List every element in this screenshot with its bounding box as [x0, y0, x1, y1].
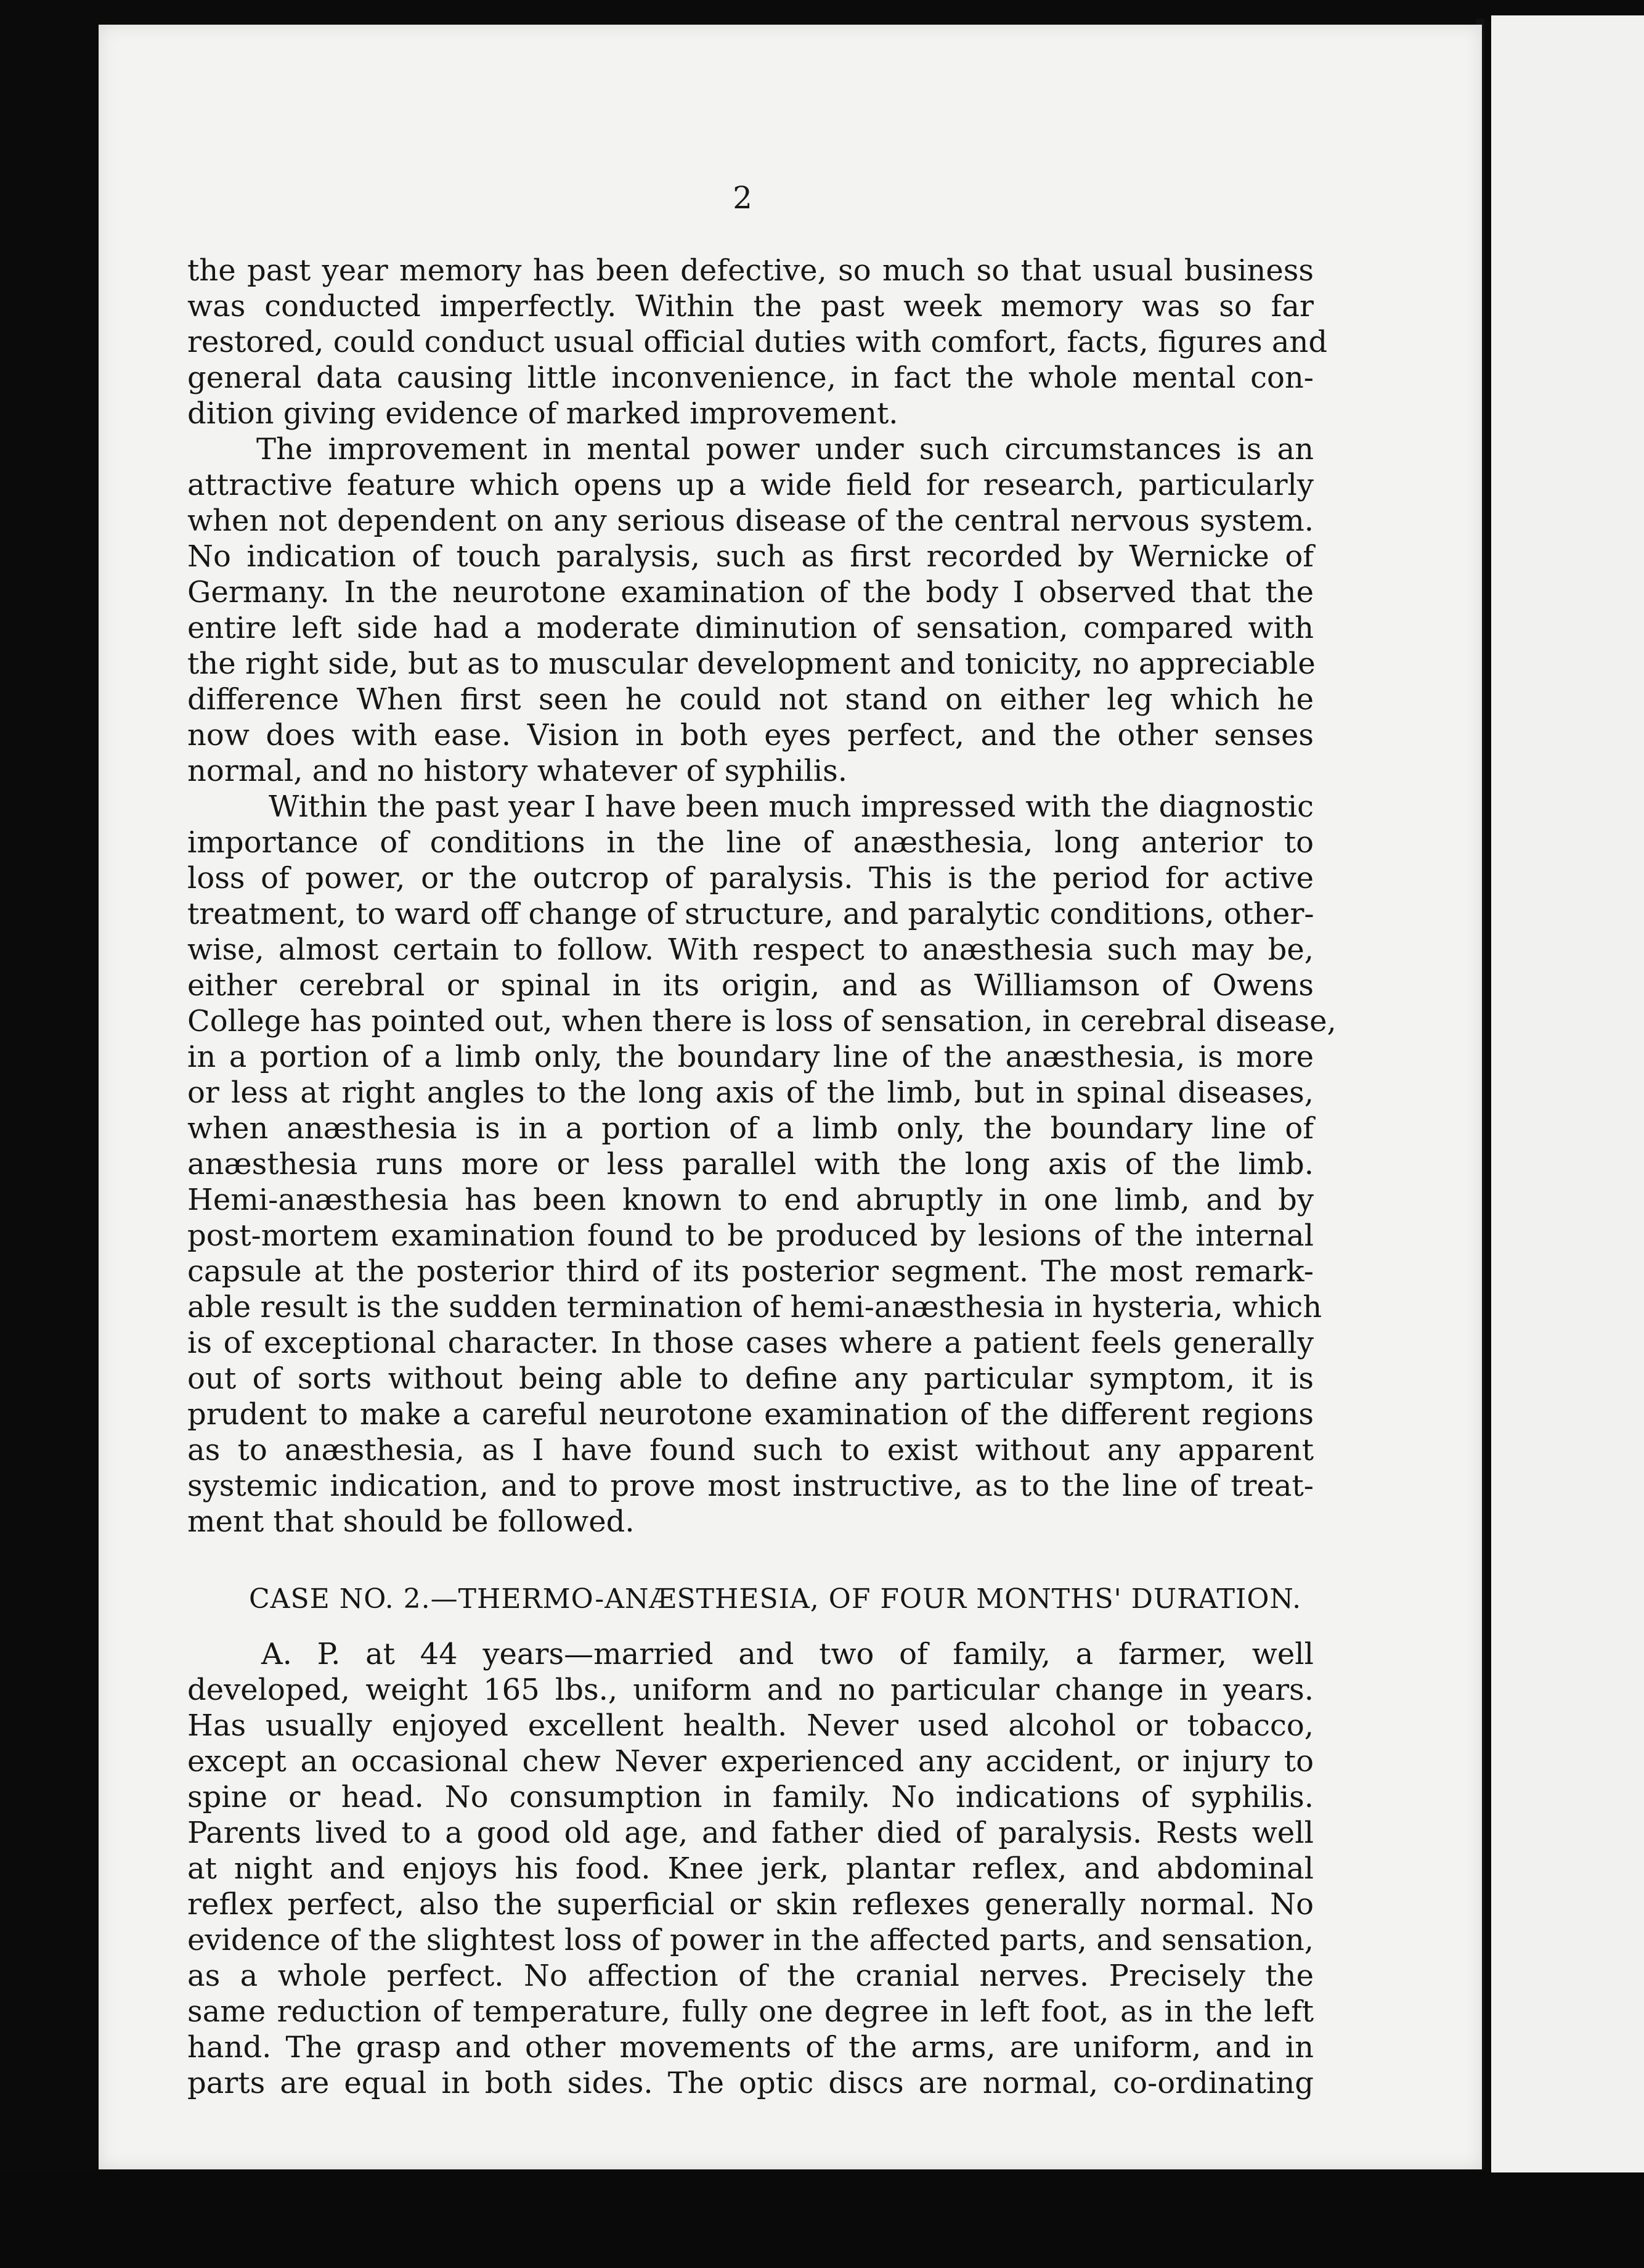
text-line: in a portion of a limb only, the boundary line of the anæsthesia, is more: [187, 1040, 1314, 1074]
text-line: dition giving evidence of marked improvement.: [187, 396, 898, 431]
text-line: capsule at the posterior third of its posterior segment. The most remark-: [187, 1254, 1314, 1289]
text-line: is of exceptional character. In those cases where a patient feels generally: [187, 1326, 1314, 1360]
text-line: restored, could conduct usual official duties with comfort, facts, figures and: [187, 325, 1328, 359]
text-line: or less at right angles to the long axis of the limb, but in spinal diseases,: [187, 1075, 1314, 1110]
text-line: as to anæsthesia, as I have found such to exist without any apparent: [187, 1433, 1314, 1467]
text-line: either cerebral or spinal in its origin, and as Williamson of Owens: [187, 968, 1314, 1003]
text-line: systemic indication, and to prove most instructive, as to the line of treat-: [187, 1469, 1314, 1503]
page-number: 2: [733, 180, 752, 216]
text-line: at night and enjoys his food. Knee jerk, plantar reflex, and abdominal: [187, 1851, 1314, 1886]
case-heading: CASE NO. 2.—THERMO-ANÆSTHESIA, OF FOUR MONTHS' DURATION.: [249, 1583, 1302, 1615]
text-line: able result is the sudden termination of hemi-anæsthesia in hysteria, which: [187, 1290, 1322, 1324]
text-line: normal, and no history whatever of syphilis.: [187, 754, 848, 788]
text-line: entire left side had a moderate diminution of sensation, compared with: [187, 611, 1314, 645]
text-line: was conducted imperfectly. Within the past week memory was so far: [187, 289, 1314, 324]
text-line: No indication of touch paralysis, such as first recorded by Wernicke of: [187, 539, 1314, 574]
text-line: Has usually enjoyed excellent health. Never used alcohol or tobacco,: [187, 1708, 1314, 1743]
text-line: the past year memory has been defective, so much so that usual business: [187, 253, 1314, 288]
text-line: same reduction of temperature, fully one degree in left foot, as in the left: [187, 1994, 1314, 2029]
scan-bottom-border: [0, 2172, 1644, 2268]
text-line: hand. The grasp and other movements of the arms, are uniform, and in: [187, 2030, 1314, 2065]
text-line: now does with ease. Vision in both eyes perfect, and the other senses: [187, 718, 1314, 753]
text-line: out of sorts without being able to define any particular symptom, it is: [187, 1361, 1314, 1396]
facing-page-edge: [1491, 15, 1644, 2176]
text-line: treatment, to ward off change of structure, and paralytic conditions, other-: [187, 897, 1314, 931]
text-line: post-mortem examination found to be produced by lesions of the internal: [187, 1218, 1314, 1253]
text-line: prudent to make a careful neurotone examination of the different regions: [187, 1397, 1314, 1432]
text-line: loss of power, or the outcrop of paralysis. This is the period for active: [187, 861, 1314, 895]
text-line: as a whole perfect. No affection of the cranial nerves. Precisely the: [187, 1959, 1314, 1993]
text-line: developed, weight 165 lbs., uniform and no particular change in years.: [187, 1673, 1314, 1707]
text-line: the right side, but as to muscular development and tonicity, no appreciable: [187, 647, 1316, 681]
text-line: attractive feature which opens up a wide field for research, particularly: [187, 468, 1314, 502]
text-line: The improvement in mental power under such circumstances is an: [256, 432, 1314, 467]
text-line: reflex perfect, also the superficial or skin reflexes generally normal. No: [187, 1887, 1314, 1922]
text-line: Hemi-anæsthesia has been known to end abruptly in one limb, and by: [187, 1183, 1314, 1217]
text-line: wise, almost certain to follow. With respect to anæsthesia such may be,: [187, 932, 1314, 967]
text-line: College has pointed out, when there is loss of sensation, in cerebral disease,: [187, 1004, 1337, 1038]
text-line: anæsthesia runs more or less parallel with the long axis of the limb.: [187, 1147, 1314, 1181]
text-line: Within the past year I have been much impressed with the diagnostic: [269, 789, 1314, 824]
text-line: when anæsthesia is in a portion of a limb only, the boundary line of: [187, 1111, 1314, 1146]
text-line: evidence of the slightest loss of power in the affected parts, and sensation,: [187, 1923, 1314, 1957]
text-line: parts are equal in both sides. The optic discs are normal, co-ordinating: [187, 2066, 1314, 2100]
text-line: difference When first seen he could not stand on either leg which he: [187, 682, 1314, 717]
text-line: A. P. at 44 years—married and two of family, a farmer, well: [261, 1637, 1314, 1671]
text-line: ment that should be followed.: [187, 1504, 635, 1539]
text-line: Parents lived to a good old age, and father died of paralysis. Rests well: [187, 1816, 1314, 1850]
text-line: when not dependent on any serious disease of the central nervous system.: [187, 504, 1314, 538]
text-line: spine or head. No consumption in family. No indications of syphilis.: [187, 1780, 1314, 1814]
text-line: Germany. In the neurotone examination of the body I observed that the: [187, 575, 1314, 610]
text-line: importance of conditions in the line of anæsthesia, long anterior to: [187, 825, 1314, 860]
text-line: general data causing little inconvenience, in fact the whole mental con-: [187, 361, 1314, 395]
text-line: except an occasional chew Never experienced any accident, or injury to: [187, 1744, 1314, 1779]
